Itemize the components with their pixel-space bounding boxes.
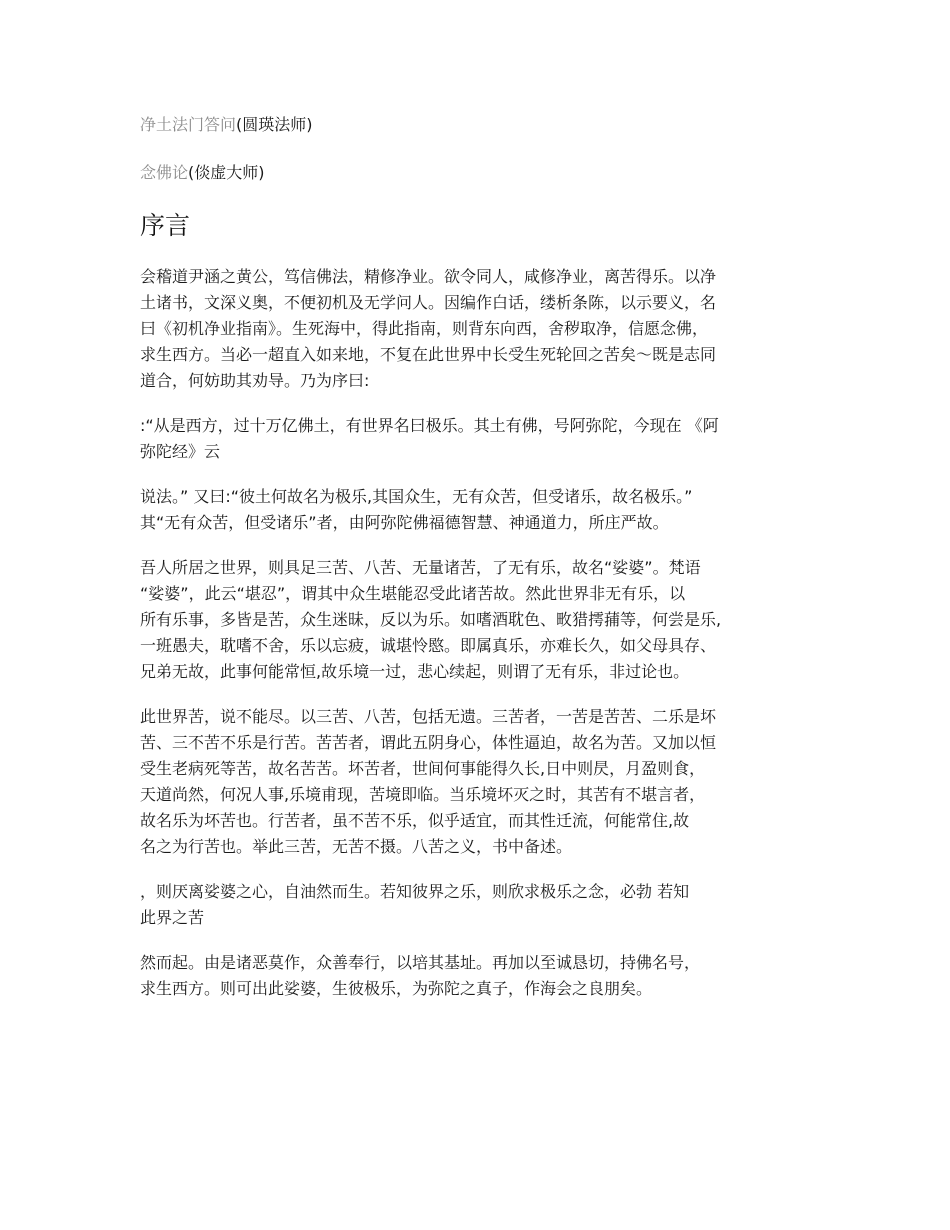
text-line: 其“无有众苦，但受诸乐”者，由阿弥陀佛福德智慧、神通道力，所庄严故。 <box>140 513 669 532</box>
text-line: 吾人所居之世界，则具足三苦、八苦、无量诸苦，了无有乐，故名“娑婆”。梵语 <box>140 558 701 577</box>
related-link-2[interactable] <box>140 160 812 186</box>
text-line: 名之为行苦也。举此三苦，无苦不摄。八苦之义，书中备述。 <box>140 837 573 856</box>
paragraph <box>140 950 812 1002</box>
text-line: 求生西方。则可出此娑婆，生彼极乐，为弥陀之真子，作海会之良朋矣。 <box>140 979 653 998</box>
text-line: 说法。” 又曰:“彼土何故名为极乐,其国众生，无有众苦，但受诸乐，故名极乐。” <box>140 487 693 506</box>
related-link-title[interactable]: 念佛论 <box>140 163 189 182</box>
document-page <box>140 112 812 1021</box>
section-title: 序言 <box>140 211 191 240</box>
text-line: “娑婆”，此云“堪忍”，谓其中众生堪能忍受此诸苦故。然此世界非无有乐，以 <box>140 584 686 603</box>
paragraph <box>140 704 812 860</box>
paragraph <box>140 264 812 394</box>
text-line: 一班愚夫，耽嗜不舍，乐以忘疲，诚堪怜愍。即属真乐，亦难长久，如父母具存、 <box>140 636 717 655</box>
text-line: 曰《初机净业指南》。生死海中，得此指南，则背东向西，舍秽取净，信愿念佛， <box>140 319 709 338</box>
text-line: 此世界苦，说不能尽。以三苦、八苦，包括无遗。三苦者，一苦是苦苦、二乐是坏 <box>140 707 717 726</box>
text-line: 受生老病死等苦，故名苦苦。坏苦者，世间何事能得久长,日中则昃，月盈则食， <box>140 759 706 778</box>
paragraph <box>140 484 812 536</box>
text-line: :“从是西方，过十万亿佛土，有世界名曰极乐。其土有佛，号阿弥陀，今现在 《阿 <box>140 416 719 435</box>
text-line: 此界之苦 <box>140 908 205 927</box>
text-line: 求生西方。当必一超直入如来地，不复在此世界中长受生死轮回之苦矣～既是志同 <box>140 345 717 364</box>
related-link-title[interactable]: 净土法门答问 <box>140 115 237 134</box>
text-line: 道合，何妨助其劝导。乃为序曰: <box>140 371 370 390</box>
paragraph <box>140 413 812 465</box>
paragraph <box>140 555 812 685</box>
related-link-author: (圆瑛法师) <box>236 115 313 134</box>
document-body <box>140 264 812 1002</box>
text-line: 弥陀经》云 <box>140 442 221 461</box>
text-line: 会稽道尹涵之黄公，笃信佛法，精修净业。欲令同人，咸修净业，离苦得乐。以净 <box>140 267 717 286</box>
related-link-1[interactable] <box>140 112 812 138</box>
text-line: 所有乐事，多皆是苦，众生迷昧，反以为乐。如嗜酒耽色、畋猎摴蒱等，何尝是乐, <box>140 610 722 629</box>
text-line: 天道尚然，何况人事,乐境甫现，苦境即临。当乐境坏灭之时，其苦有不堪言者， <box>140 785 706 804</box>
text-line: 苦、三不苦不乐是行苦。苦苦者，谓此五阴身心，体性逼迫，故名为苦。又加以恒 <box>140 733 717 752</box>
text-line: ，则厌离娑婆之心，自油然而生。若知彼界之乐，则欣求极乐之念，必勃 若知 <box>140 882 690 901</box>
text-line: 然而起。由是诸恶莫作，众善奉行，以培其基址。再加以至诚恳切，持佛名号， <box>140 953 701 972</box>
related-link-author: (倓虚大师) <box>188 163 265 182</box>
paragraph <box>140 879 812 931</box>
text-line: 土诸书，文深义奥，不便初机及无学问人。因编作白话，缕析条陈，以示要义，名 <box>140 293 717 312</box>
text-line: 兄弟无故，此事何能常恒,故乐境一过，悲心续起，则谓了无有乐，非过论也。 <box>140 662 690 681</box>
text-line: 故名乐为坏苦也。行苦者，虽不苦不乐，似乎适宜，而其性迁流，何能常住,故 <box>140 811 690 830</box>
